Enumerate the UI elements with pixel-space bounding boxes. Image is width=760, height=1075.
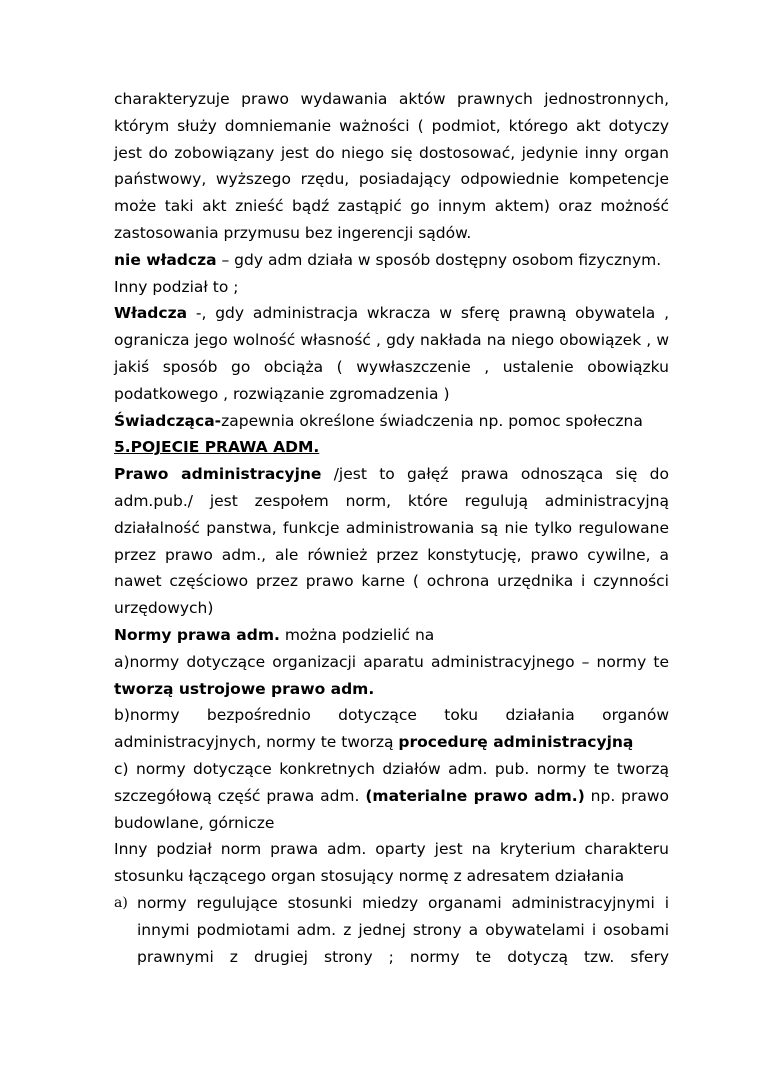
- plain-text: administracyjnych, normy te tworzą: [114, 733, 399, 752]
- text-line: c) normy dotyczące konkretnych działów adm. pub. normy te tworzą: [114, 759, 669, 778]
- text-line: ogranicza jego wolność własność , gdy nakłada na niego obowiązek , w: [114, 331, 669, 350]
- paragraph-other-division: Inny podział to ;: [114, 277, 239, 296]
- text-line: jest do zobowiązany jest do niego się dostosować, jedynie inny organ: [114, 143, 669, 162]
- paragraph-wladcza: [114, 300, 669, 407]
- text-line: podatkowego , rozwiązanie zgromadzenia ): [114, 384, 450, 403]
- bold-phrase: (materialne prawo adm.): [365, 786, 585, 805]
- paragraph-norms-b: [114, 702, 669, 756]
- bold-phrase: procedurę administracyjną: [398, 733, 634, 752]
- paragraph-nie-wladcza: [114, 247, 669, 274]
- text-line: przez prawo adm., ale również przez konstytucję, prawo cywilne, a: [114, 545, 669, 564]
- text-line: [114, 729, 669, 756]
- text-line: Inny podział norm prawa adm. oparty jest na kryterium charakteru: [114, 840, 669, 859]
- term-wladcza: Władcza: [114, 304, 188, 323]
- paragraph-norms-division: [114, 622, 669, 649]
- paragraph-norms-a: [114, 649, 669, 703]
- text-line: [114, 676, 669, 703]
- term-prawo-administracyjne: Prawo administracyjne: [114, 465, 322, 484]
- document-body: [114, 86, 669, 970]
- text-line: charakteryzuje prawo wydawania aktów prawnych jednostronnych,: [114, 90, 669, 108]
- text-line: budowlane, górnicze: [114, 813, 275, 832]
- text-line: jakiś sposób go obciąża ( wywłaszczenie , ustalenie obowiązku: [114, 357, 669, 376]
- text-line: może taki akt znieść bądź zastąpić go innym aktem) oraz możność: [114, 197, 669, 216]
- text-line: urzędowych): [114, 599, 214, 618]
- text-line: państwowy, wyższego rzędu, posiadający odpowiednie kompetencje: [114, 170, 669, 189]
- text-line: [114, 783, 669, 810]
- text-line: [114, 461, 669, 488]
- term-nie-wladcza: nie władcza: [114, 250, 217, 269]
- text-line: którym służy domniemanie ważności ( podmiot, którego akt dotyczy: [114, 116, 669, 135]
- section-heading: [114, 434, 669, 461]
- paragraph-prawo-administracyjne: [114, 461, 669, 622]
- text-line: prawnymi z drugiej strony ; normy te dotyczą tzw. sfery: [137, 947, 669, 966]
- definition-text: -, gdy administracja wkracza w sferę prawną obywatela ,: [187, 304, 669, 323]
- heading-text: 5.POJECIE PRAWA ADM.: [114, 438, 320, 457]
- text-line: [114, 300, 669, 327]
- text-line: b)normy bezpośrednio dotyczące toku działania organów: [114, 706, 669, 725]
- plain-text: szczegółową część prawa adm.: [114, 786, 366, 805]
- definition-text: można podzielić na: [279, 625, 435, 644]
- text-line: stosunku łączącego organ stosujący normę z adresatem działania: [114, 867, 625, 886]
- definition-text: /jest to gałęź prawa odnosząca się do: [321, 465, 669, 484]
- text-line: innymi podmiotami adm. z jednej strony a obywatelami i osobami: [137, 920, 669, 939]
- text-line: nawet częściowo przez prawo karne ( ochrona urzędnika i czynności: [114, 572, 669, 591]
- bold-phrase: tworzą ustrojowe prawo adm.: [114, 679, 375, 698]
- plain-text: np. prawo: [584, 786, 669, 805]
- paragraph-swiadczaca: [114, 408, 669, 435]
- paragraph-characteristics: [114, 86, 669, 247]
- text-line: a)normy dotyczące organizacji aparatu administracyjnego – normy te: [114, 652, 669, 671]
- list-marker: a): [114, 894, 128, 911]
- text-line: działalność panstwa, funkcje administrowania są nie tylko regulowane: [114, 518, 669, 537]
- term-normy-prawa-adm: Normy prawa adm.: [114, 625, 280, 644]
- text-line: zastosowania przymusu bez ingerencji sądów.: [114, 223, 472, 242]
- list-item: [114, 890, 669, 970]
- text-line: adm.pub./ jest zespołem norm, które regulują administracyjną: [114, 491, 669, 510]
- definition-text: – gdy adm działa w sposób dostępny osobom fizycznym.: [216, 250, 662, 269]
- term-swiadczaca: Świadcząca-: [114, 411, 222, 430]
- definition-text: zapewnia określone świadczenia np. pomoc społeczna: [221, 411, 643, 430]
- paragraph-other-norm-division: [114, 836, 669, 890]
- text-line: normy regulujące stosunki miedzy organami administracyjnymi i: [137, 893, 669, 912]
- paragraph-norms-c: [114, 756, 669, 836]
